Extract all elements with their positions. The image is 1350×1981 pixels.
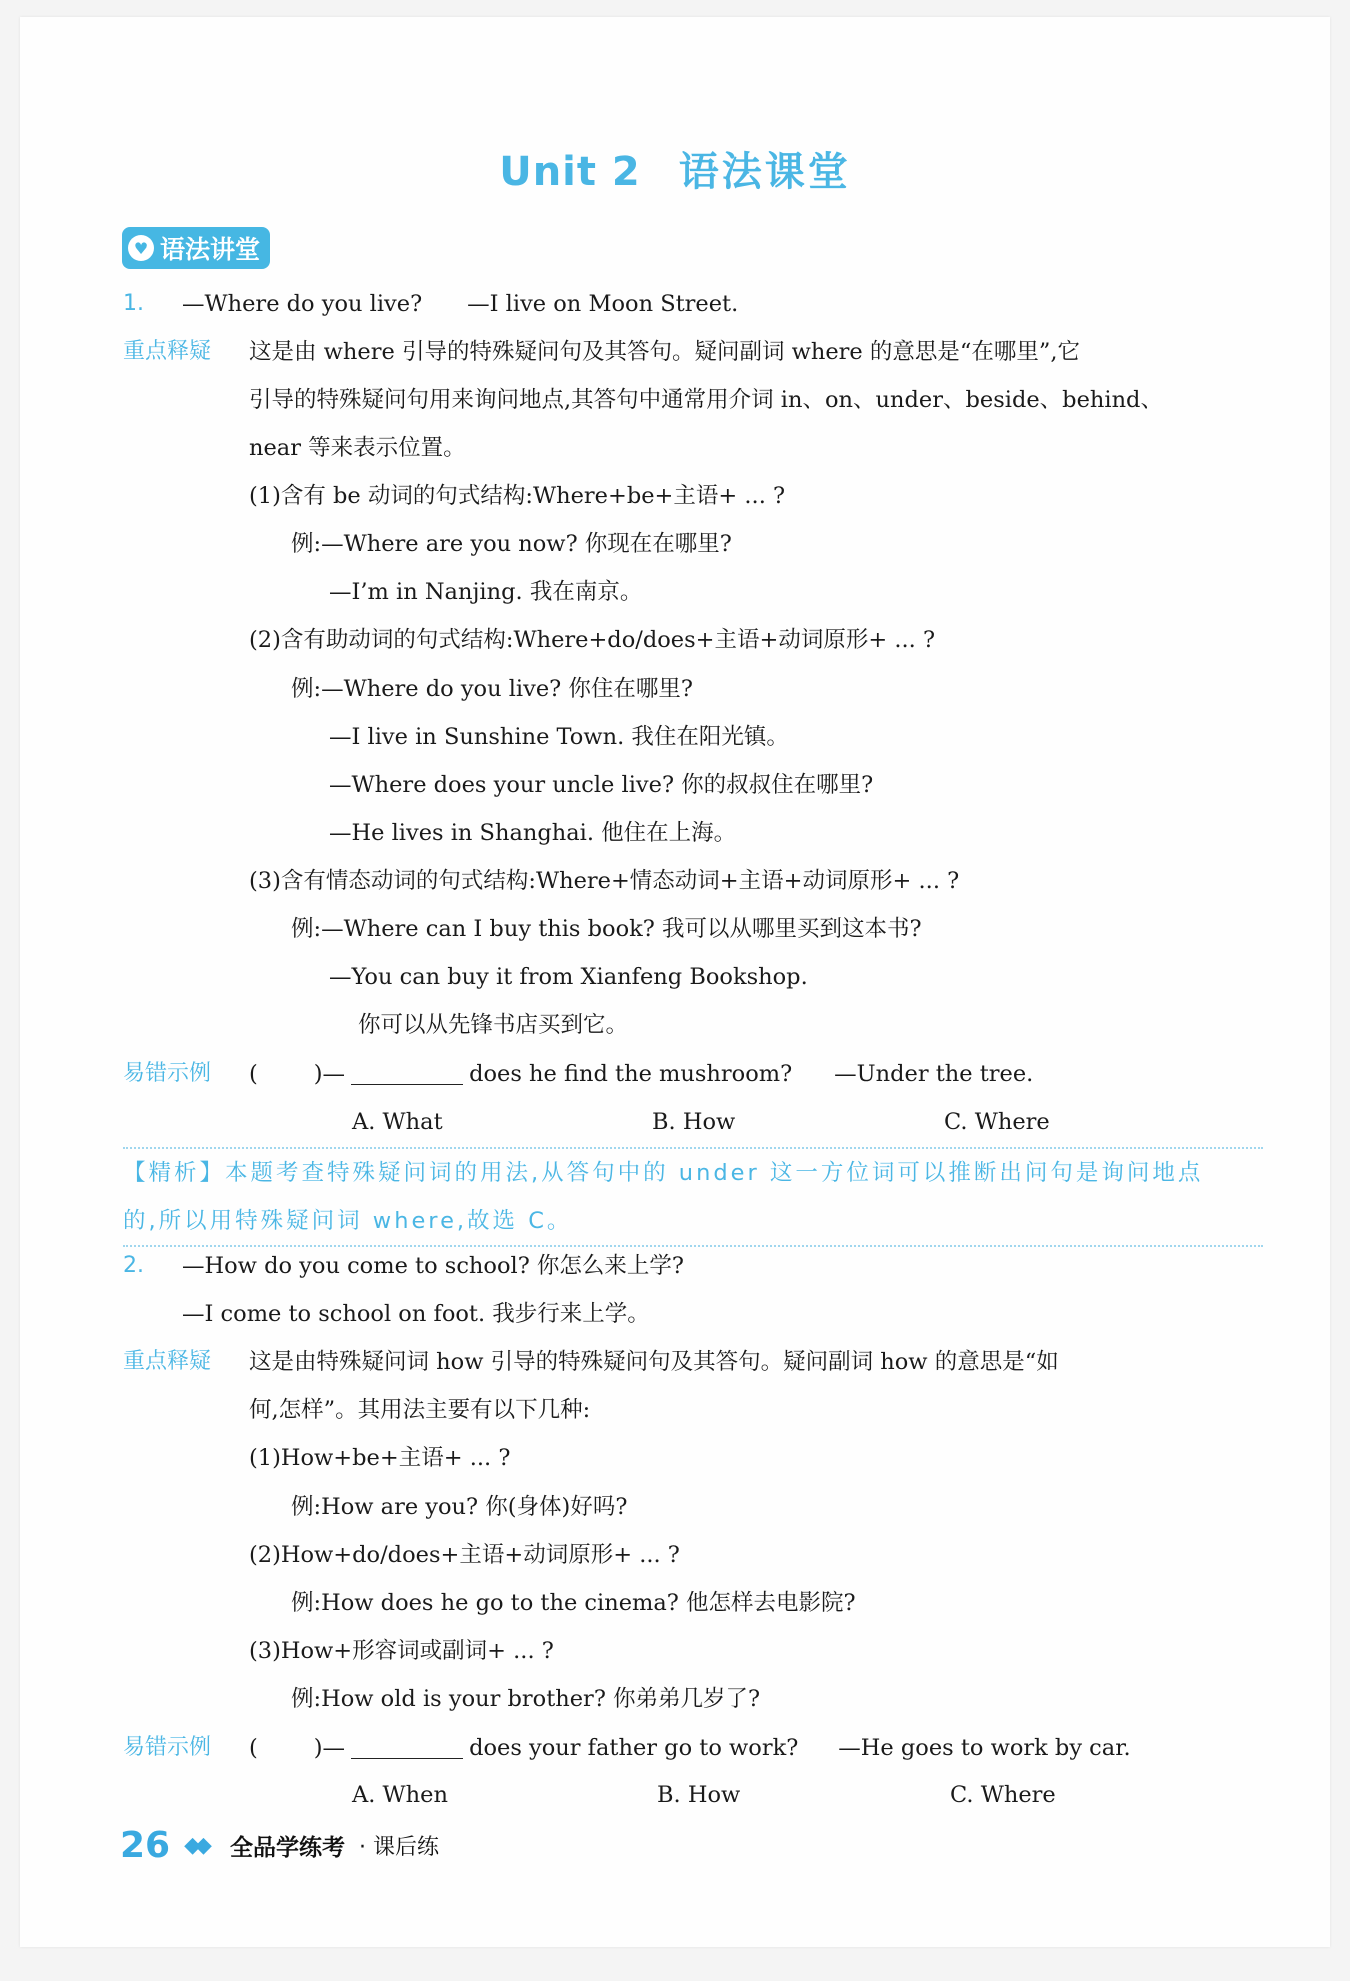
brand-name: 全品学练考: [229, 1835, 345, 1861]
analysis-line: 【精析】本题考查特殊疑问词的用法,从答句中的 under 这一方位词可以推断出问句是询问地点: [123, 1160, 1204, 1186]
item-number: 1.: [123, 291, 144, 316]
option-c: C. Where: [950, 1782, 1056, 1808]
q1-structure-2: (2)含有助动词的句式结构:Where+do/does+主语+动词原形+ ... ?: [249, 627, 936, 653]
option-a: A. What: [352, 1109, 443, 1135]
q1-structure-3: (3)含有情态动词的句式结构:Where+情态动词+主语+动词原形+ ... ?: [249, 868, 960, 894]
q2-head-2: —I come to school on foot. 我步行来上学。: [182, 1301, 650, 1327]
section-name: 语法课堂: [678, 149, 851, 195]
error-example-label: 易错示例: [123, 1061, 212, 1086]
q1-example: 例:—Where are you now? 你现在在哪里?: [291, 531, 732, 557]
option-b: B. How: [657, 1782, 741, 1808]
key-point-label: 重点释疑: [123, 339, 212, 364]
q1-structure-1: (1)含有 be 动词的句式结构:Where+be+主语+ ... ?: [249, 483, 786, 509]
page-title: [20, 140, 1330, 197]
q1-example: —I live in Sunshine Town. 我住在阳光镇。: [329, 724, 789, 750]
q1-example: 例:—Where do you live? 你住在哪里?: [291, 676, 693, 702]
q1-example: —Where does your uncle live? 你的叔叔住在哪里?: [329, 772, 874, 798]
answer-bracket-close: )—: [313, 1735, 346, 1761]
option-a: A. When: [352, 1782, 448, 1808]
diamond-icon: ◆◆: [184, 1833, 206, 1858]
option-c: C. Where: [944, 1109, 1050, 1135]
q1-example: —He lives in Shanghai. 他住在上海。: [329, 820, 737, 846]
q2-structure-1: (1)How+be+主语+ ... ?: [249, 1445, 511, 1471]
answer-bracket-open: (: [249, 1735, 258, 1761]
q2-head-1: —How do you come to school? 你怎么来上学?: [182, 1253, 684, 1279]
analysis-line: 的,所以用特殊疑问词 where,故选 C。: [123, 1208, 573, 1234]
item-number: 2.: [123, 1253, 144, 1278]
error-example-label: 易错示例: [123, 1735, 212, 1760]
answer-bracket-close: )—: [313, 1061, 346, 1087]
q1-example: —You can buy it from Xianfeng Bookshop.: [329, 964, 808, 990]
q2-structure-3: (3)How+形容词或副词+ ... ?: [249, 1638, 554, 1664]
q2-exercise: [249, 1733, 1131, 1763]
exercise-answer: —He goes to work by car.: [838, 1735, 1131, 1761]
q1-exercise: [249, 1059, 1033, 1089]
page: [20, 17, 1330, 1947]
page-footer: [120, 1825, 439, 1866]
q2-example: 例:How old is your brother? 你弟弟几岁了?: [291, 1686, 761, 1712]
speech-bubble-icon: ♥: [128, 235, 154, 261]
section-badge: [122, 227, 270, 269]
answer-bracket-open: (: [249, 1061, 258, 1087]
q1-example: 例:—Where can I buy this book? 我可以从哪里买到这本书?: [291, 916, 922, 942]
badge-label: 语法讲堂: [160, 235, 261, 264]
q1-expl-3: near 等来表示位置。: [249, 435, 466, 461]
key-point-label: 重点释疑: [123, 1349, 212, 1374]
q1-expl-1: 这是由 where 引导的特殊疑问句及其答句。疑问副词 where 的意思是“在哪里”,它: [249, 339, 1081, 365]
exercise-question: does your father go to work?: [469, 1735, 799, 1761]
q2-expl-2: 何,怎样”。其用法主要有以下几种:: [249, 1397, 591, 1423]
unit-label: Unit 2: [499, 149, 641, 195]
analysis-box: [123, 1147, 1263, 1247]
exercise-question: does he find the mushroom?: [469, 1061, 793, 1087]
fill-blank[interactable]: [351, 1062, 463, 1085]
q1-head: —Where do you live? —I live on Moon Street.: [182, 291, 739, 317]
q2-example: 例:How does he go to the cinema? 他怎样去电影院?: [291, 1590, 856, 1616]
option-b: B. How: [652, 1109, 736, 1135]
exercise-answer: —Under the tree.: [834, 1061, 1034, 1087]
q2-structure-2: (2)How+do/does+主语+动词原形+ ... ?: [249, 1542, 680, 1568]
q2-example: 例:How are you? 你(身体)好吗?: [291, 1494, 628, 1520]
q1-example: —I’m in Nanjing. 我在南京。: [329, 579, 643, 605]
brand-subtitle: · 课后练: [358, 1835, 439, 1860]
q1-expl-2: 引导的特殊疑问句用来询问地点,其答句中通常用介词 in、on、under、beside、behind、: [249, 387, 1163, 413]
fill-blank[interactable]: [351, 1736, 463, 1759]
q1-example: 你可以从先锋书店买到它。: [358, 1012, 629, 1038]
q2-expl-1: 这是由特殊疑问词 how 引导的特殊疑问句及其答句。疑问副词 how 的意思是“如: [249, 1349, 1059, 1375]
page-number: 26: [120, 1825, 171, 1866]
